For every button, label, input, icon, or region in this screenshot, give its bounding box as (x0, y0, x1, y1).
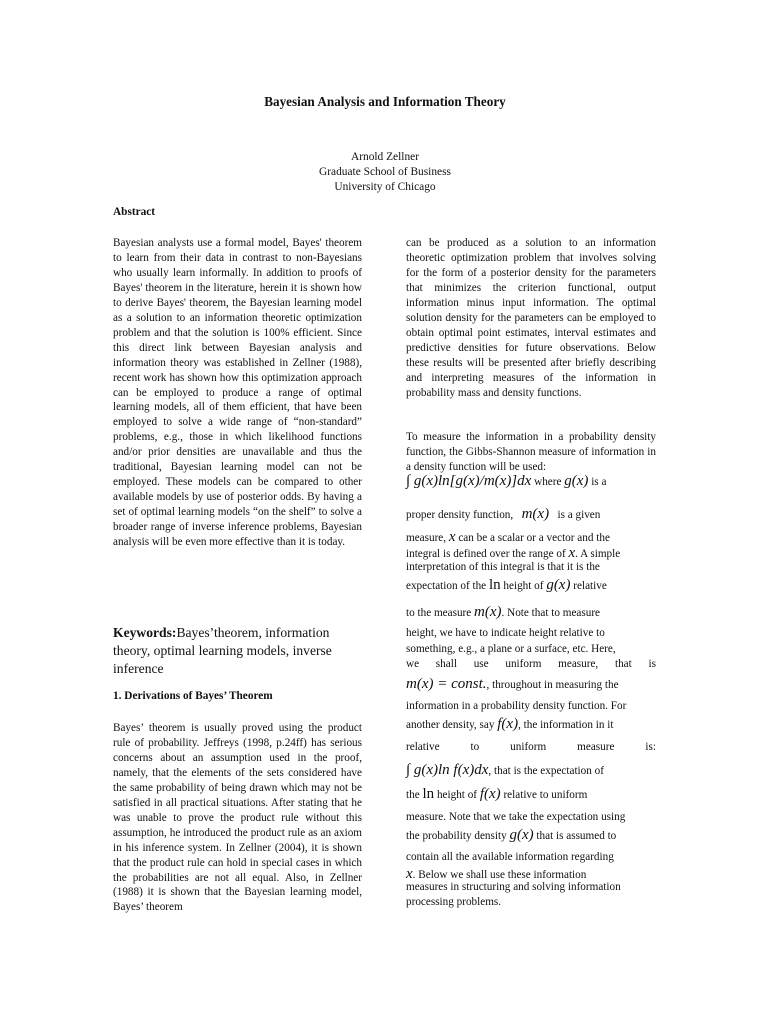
keywords-label: Keywords: (113, 625, 177, 640)
line-info-in (406, 700, 656, 712)
author-affiliation-2: University of Chicago (334, 181, 436, 193)
text-simple: . A simple (575, 548, 621, 560)
text-something: something, e.g., a plane or a surface, etc. Here, (406, 643, 616, 655)
paper-title: Bayesian Analysis and Information Theory (264, 94, 506, 109)
right-para-2-text: To measure the information in a probability density function, the Gibbs-Shannon measure of information in a density function will be used: (406, 431, 656, 473)
word: uniform (505, 658, 542, 670)
line-contain (406, 851, 656, 863)
line-m-const (406, 676, 656, 693)
line-to-measure (406, 604, 656, 621)
x-var: x (448, 529, 456, 545)
section-1-text: Bayes’ theorem is usually proved using the product rule of probability. Jeffreys (1998, p.24ff) has serious concerns about an assumption used in the proof, namely, that the elements of the sets considered have the same probability of being drawn which may not be satisfied in all practical situations. After stating that he was unable to prove the product rule without this assumption, he introduced the product rule as an axiom in his inference system. In Zellner (2004), it is shown that the product rule can hold in special cases in which the probabilities are not all equal. Also, in Zellner (1988) it is shown that the Bayesian learning model, Bayes’ theorem (113, 722, 362, 914)
g-of-x-3: g(x) (509, 827, 534, 843)
keywords (113, 624, 368, 678)
word: that (614, 658, 632, 670)
text-integral-range: integral is defined over the range of (406, 548, 566, 560)
author-block (0, 150, 768, 195)
word: is: (645, 741, 656, 753)
line-height-relative (406, 627, 656, 639)
line-proper-density (406, 506, 656, 523)
abstract-heading: Abstract (113, 206, 156, 218)
word: is (648, 658, 656, 670)
gibbs-integral: ∫ g(x)ln[g(x)/m(x)]dx (406, 473, 532, 489)
ln-symbol-2: ln (422, 786, 435, 802)
text-expectation: expectation of the (406, 580, 487, 592)
m-of-x: m(x) (521, 506, 550, 522)
line-measure-scalar (406, 529, 656, 546)
line-processing (406, 896, 656, 908)
line-integral-range (406, 545, 656, 562)
word: use (473, 658, 489, 670)
right-column-para-1 (406, 236, 656, 400)
ln-symbol: ln (488, 577, 501, 593)
keywords-text: Bayes’theorem, information theory, optimal learning models, inverse inference (113, 625, 332, 676)
line-interpretation (406, 561, 656, 573)
text-note-expectation: measure. Note that we take the expectation using (406, 811, 626, 823)
text-relative: relative (573, 580, 607, 592)
f-of-x: f(x) (497, 716, 519, 732)
word: measure, (558, 658, 599, 670)
author-name: Arnold Zellner (350, 151, 419, 163)
text-contain: contain all the available information regarding (406, 851, 614, 863)
word: measure (577, 741, 615, 753)
text-assumed: that is assumed to (536, 830, 617, 842)
text-is-given: is a given (557, 509, 601, 521)
right-para-1-text: can be produced as a solution to an information theoretic optimization problem that involves solving for the form of a posterior density for the parameters that minimizes the criterion functional, output information minus input information. The optimal solution density for the parameters can be employed to obtain optimal point estimates, interval estimates and predictive densities for future observations. Below these results will be presented after briefly describing and interpreting measures of the information in probability mass and density functions. (406, 237, 656, 399)
text-where: where (534, 476, 562, 488)
line-note-expectation (406, 811, 656, 823)
abstract-text: Bayesian analysts use a formal model, Bayes' theorem to learn from their data in contrast to non-Bayesians who usually learn informally. In addition to proofs of Bayes' theorem in the literature, herein it is shown how to derive Bayes' theorem, the Bayesian learning model as a solution to an information theoretic optimization problem and that the solution is 100% efficient. Since this direct link between Bayesian analysis and information theory was established in Zellner (1988), recent work has shown how this optimization approach can be employed to produce a range of optimal learning models, all of them efficient, that have been employed to solve a wide range of “non-standard” problems, e.g., those in which likelihood functions and/or prior densities are unavailable and thus the traditional, Bayesian learning model can not be employed. These models can be compared to other available models by use of posterior odds. By having a set of optimal learning models “on the shelf” to solve a broader range of inverse inference problems, Bayesian analysis will be even more effective than it is today. (113, 237, 362, 549)
text-is-a: is a (591, 476, 607, 488)
text-the: the (406, 789, 420, 801)
word: shall (435, 658, 457, 670)
text-structuring: measures in structuring and solving information (406, 881, 621, 893)
line-relative-row (406, 741, 656, 753)
author-affiliation-1: Graduate School of Business (319, 166, 451, 178)
line-expectation (406, 577, 656, 594)
word: uniform (510, 741, 547, 753)
f-of-x-2: f(x) (479, 786, 501, 802)
math-line-gibbs (406, 473, 656, 490)
line-another-density (406, 716, 656, 733)
text-another: another density, say (406, 719, 495, 731)
text-throughout: , throughout in measuring the (486, 679, 619, 691)
line-probability-density (406, 827, 656, 844)
text-height-relative: height, we have to indicate height relative to (406, 627, 605, 639)
section-1-heading: 1. Derivations of Bayes’ Theorem (113, 690, 273, 702)
text-rel-uniform: relative to uniform (503, 789, 588, 801)
text-scalar: can be a scalar or a vector and the (458, 532, 610, 544)
text-height-of-2: height of (436, 789, 478, 801)
g-of-x-2: g(x) (546, 577, 571, 593)
text-below: . Below we shall use these information (412, 869, 587, 881)
g-of-x: g(x) (564, 473, 589, 489)
text-info-it: , the information in it (518, 719, 614, 731)
m-const: m(x) = const. (406, 676, 487, 692)
m-of-x-2: m(x) (474, 604, 502, 620)
uniform-integral: ∫ g(x)ln f(x)dx (406, 762, 489, 778)
text-measure: measure, (406, 532, 447, 544)
text-proper: proper density function, (406, 509, 514, 521)
x-var-2: x (568, 545, 576, 561)
text-that-is: , that is the expectation of (488, 765, 604, 777)
text-interpretation: interpretation of this integral is that it is the (406, 561, 600, 573)
text-prob-density: the probability density (406, 830, 507, 842)
word: relative (406, 741, 440, 753)
right-column-para-2 (406, 430, 656, 475)
x-var-3: x (406, 866, 413, 882)
text-to-the-measure: to the measure (406, 607, 472, 619)
text-info-in: information in a probability density function. For (406, 700, 627, 712)
line-we-shall (406, 658, 656, 670)
math-line-uniform (406, 762, 656, 779)
text-note-measure: . Note that to measure (501, 607, 601, 619)
text-height-of: height of (503, 580, 544, 592)
line-the-ln-height (406, 786, 656, 803)
text-processing: processing problems. (406, 896, 502, 908)
line-structuring (406, 881, 656, 893)
word: we (406, 658, 420, 670)
word: to (470, 741, 480, 753)
line-something (406, 643, 656, 655)
abstract-column (113, 236, 362, 550)
